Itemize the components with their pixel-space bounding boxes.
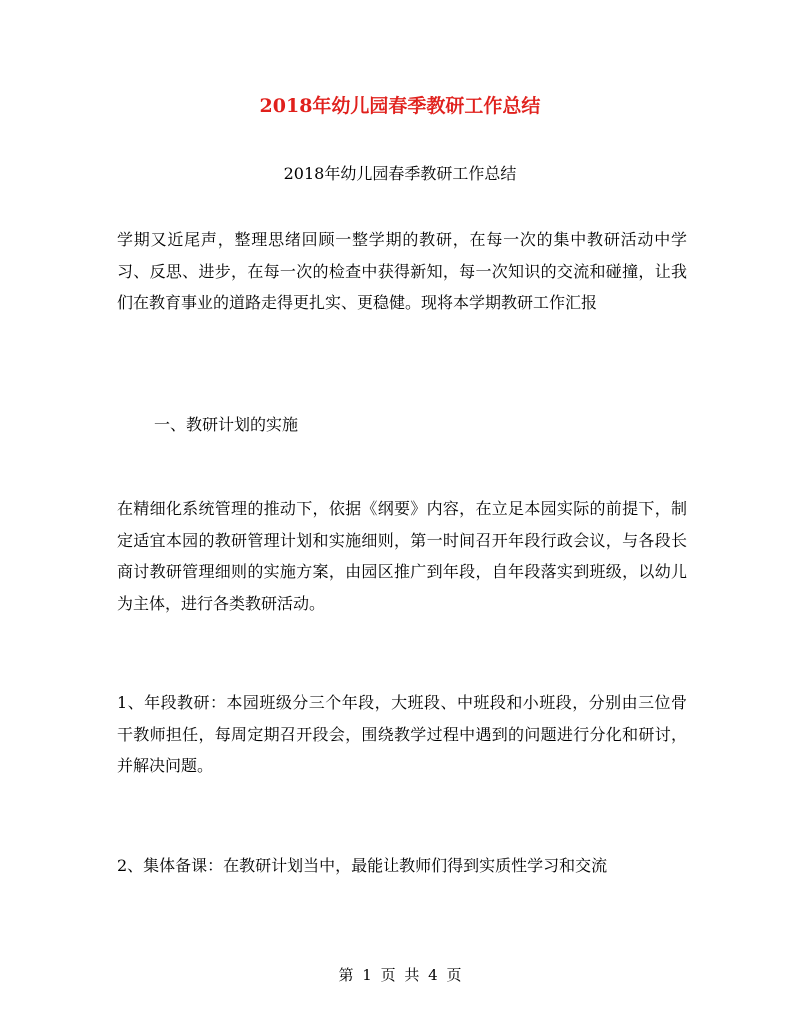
collective-lesson-prep-paragraph: 2、集体备课：在教研计划当中，最能让教师们得到实质性学习和交流 xyxy=(117,856,608,875)
grade-research-paragraph: 1、年段教研：本园班级分三个年段，大班段、中班段和小班段，分别由三位骨干教师担任，每周定期召开段会，围绕教学过程中遇到的问题进行分化和研讨，并解决问题。 xyxy=(117,693,687,775)
document-subtitle: 2018年幼儿园春季教研工作总结 xyxy=(283,164,517,183)
implementation-paragraph: 在精细化系统管理的推动下，依据《纲要》内容，在立足本园实际的前提下，制定适宜本园的教研管理计划和实施细则，第一时间召开年段行政会议，与各段长商讨教研管理细则的实施方案，由园区推广到年段，自年段落实到班级，以幼儿为主体，进行各类教研活动。 xyxy=(117,499,687,613)
section-heading-plan-implementation: 一、教研计划的实施 xyxy=(154,415,299,434)
intro-paragraph: 学期又近尾声，整理思绪回顾一整学期的教研，在每一次的集中教研活动中学习、反思、进步，在每一次的检查中获得新知，每一次知识的交流和碰撞，让我们在教育事业的道路走得更扎实、更稳健。现将本学期教研工作汇报 xyxy=(117,230,687,312)
document-title: 2018年幼儿园春季教研工作总结 xyxy=(259,95,541,117)
page-footer: 第 1 页 共 4 页 xyxy=(338,966,462,984)
